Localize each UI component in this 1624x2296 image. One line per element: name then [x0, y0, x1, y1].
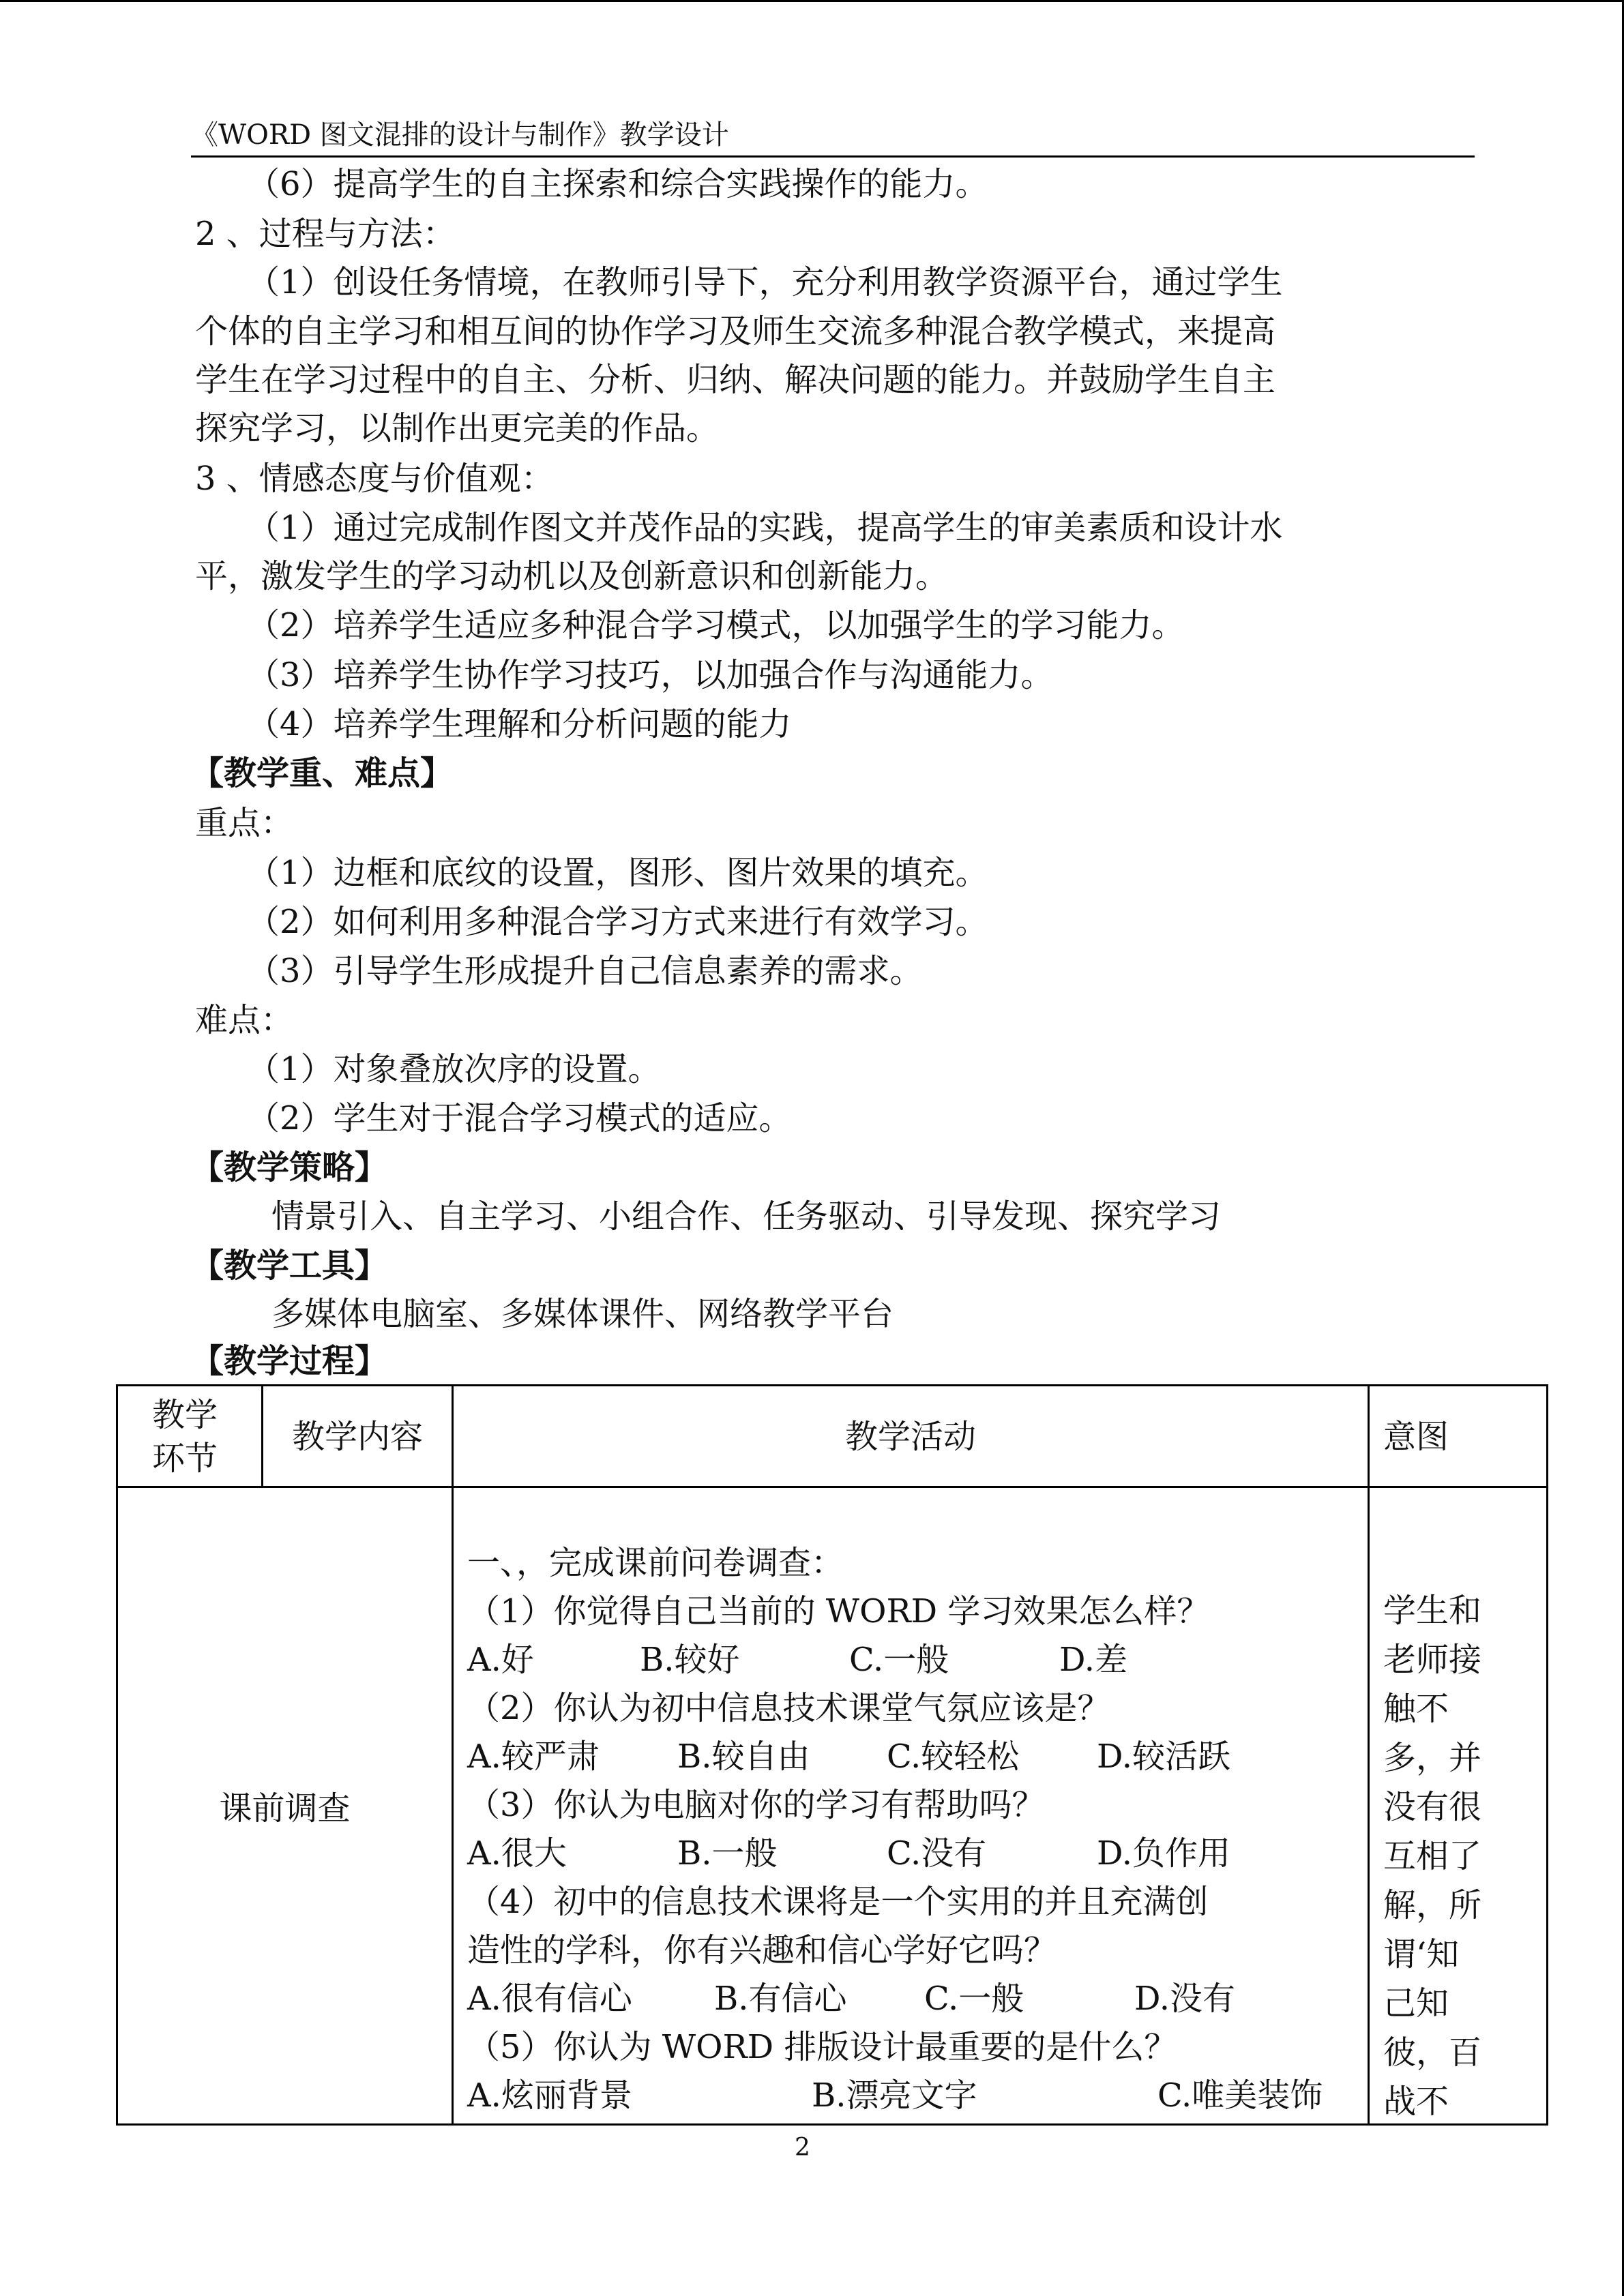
tools-text: 多媒体电脑室、多媒体课件、网络教学平台: [271, 1295, 894, 1333]
key-point-line: （3）引导学生形成提升自己信息素养的需求。: [247, 952, 923, 990]
intent-line: 互相了: [1383, 1837, 1482, 1875]
paragraph-line: 平，激发学生的学习动机以及创新意识和创新能力。: [195, 557, 949, 595]
option: B.漂亮文字: [812, 2076, 977, 2115]
header-cell-content: [261, 1384, 454, 1488]
option: B.较好: [640, 1641, 740, 1679]
difficult-point-line: （1）对象叠放次序的设置。: [247, 1050, 661, 1088]
option: C.唯美装饰: [1157, 2076, 1323, 2115]
option: D.差: [1059, 1641, 1128, 1679]
section-title-tools: 【教学工具】: [191, 1247, 388, 1285]
intent-line: 战不: [1383, 2083, 1449, 2121]
strategy-text: 情景引入、自主学习、小组合作、任务驱动、引导发现、探究学习: [271, 1197, 1222, 1236]
option: A.炫丽背景: [467, 2076, 632, 2115]
survey-question-cont: 造性的学科，你有兴趣和信心学好它吗？: [467, 1931, 1057, 1969]
option: C.一般: [849, 1641, 949, 1679]
intent-line: 学生和: [1383, 1592, 1482, 1630]
section-heading: 3 、情感态度与价值观：: [195, 460, 554, 498]
page-number: 2: [795, 2134, 810, 2162]
intent-line: 多，并: [1383, 1739, 1482, 1777]
paragraph-line: 个体的自主学习和相互间的协作学习及师生交流多种混合教学模式，来提高: [195, 312, 1276, 351]
intent-line: 己知: [1383, 1984, 1449, 2023]
header-cell-stage: [116, 1384, 263, 1488]
difficult-point-line: （2）学生对于混合学习模式的适应。: [247, 1099, 792, 1137]
paragraph-line: （1）创设任务情境，在教师引导下，充分利用教学资源平台，通过学生: [247, 263, 1283, 301]
option: C.一般: [924, 1980, 1024, 2018]
objective-line: （2）培养学生适应多种混合学习模式，以加强学生的学习能力。: [247, 606, 1185, 644]
page-header: [191, 113, 1475, 158]
header-activity: 教学活动: [844, 1418, 976, 1456]
activity-cell: [452, 1486, 1370, 2126]
intent-line: 触不: [1383, 1690, 1449, 1728]
header-intent: 意图: [1383, 1418, 1449, 1456]
option: C.没有: [887, 1834, 987, 1873]
teaching-process-table: [116, 1384, 1548, 2126]
objective-line: （6）提高学生的自主探索和综合实践操作的能力。: [247, 165, 988, 203]
header-stage-line2: 环节: [152, 1440, 218, 1478]
option: A.很有信心: [467, 1980, 632, 2018]
option: A.好: [467, 1641, 534, 1679]
option: A.很大: [467, 1834, 567, 1873]
intent-line: 老师接: [1383, 1641, 1482, 1679]
paragraph-line: 学生在学习过程中的自主、分析、归纳、解决问题的能力。并鼓励学生自主: [195, 361, 1276, 399]
section-heading: 2 、过程与方法：: [195, 215, 456, 253]
intent-cell: [1368, 1486, 1548, 2126]
option: B.较自由: [677, 1738, 810, 1776]
subheading-key: 重点：: [195, 804, 294, 842]
stage-cell: [116, 1486, 454, 2126]
option: B.有信心: [714, 1980, 847, 2018]
subheading-difficult: 难点：: [195, 1001, 294, 1039]
objective-line: （3）培养学生协作学习技巧，以加强合作与沟通能力。: [247, 656, 1054, 694]
stage-label: 课前调查: [219, 1789, 351, 1828]
option: D.负作用: [1097, 1834, 1231, 1873]
option: B.一般: [677, 1834, 778, 1873]
intent-line: 没有很: [1383, 1788, 1482, 1826]
survey-question: （1）你觉得自己当前的 WORD 学习效果怎么样？: [467, 1592, 1210, 1630]
key-point-line: （2）如何利用多种混合学习方式来进行有效学习。: [247, 903, 988, 941]
survey-question: （3）你认为电脑对你的学习有帮助吗？: [467, 1786, 1045, 1824]
option: D.没有: [1134, 1980, 1236, 2018]
paragraph-line: 探究学习，以制作出更完美的作品。: [195, 409, 720, 447]
option: D.较活跃: [1097, 1738, 1231, 1776]
objective-line: （4）培养学生理解和分析问题的能力: [247, 705, 792, 743]
section-title-process: 【教学过程】: [191, 1342, 388, 1380]
page-frame-top: [0, 0, 1624, 2]
header-cell-intent: [1368, 1384, 1548, 1488]
survey-question: （2）你认为初中信息技术课堂气氛应该是？: [467, 1689, 1110, 1727]
header-content: 教学内容: [291, 1418, 423, 1456]
option: A.较严肃: [467, 1738, 600, 1776]
option: C.较轻松: [887, 1738, 1020, 1776]
key-point-line: （1）边框和底纹的设置，图形、图片效果的填充。: [247, 854, 988, 892]
survey-intro: 一、，完成课前问卷调查：: [467, 1544, 844, 1582]
section-title-strategy: 【教学策略】: [191, 1148, 388, 1187]
header-stage-line1: 教学: [152, 1396, 218, 1434]
header-cell-activity: [452, 1384, 1370, 1488]
survey-question: （5）你认为 WORD 排版设计最重要的是什么？: [467, 2028, 1177, 2066]
intent-line: 彼，百: [1383, 2033, 1482, 2072]
header-title: 《WORD 图文混排的设计与制作》教学设计: [191, 119, 729, 151]
section-title-key-points: 【教学重、难点】: [191, 754, 454, 792]
survey-question: （4）初中的信息技术课将是一个实用的并且充满创: [467, 1883, 1209, 1921]
intent-line: 解，所: [1383, 1886, 1482, 1924]
paragraph-line: （1）通过完成制作图文并茂作品的实践，提高学生的审美素质和设计水: [247, 509, 1283, 547]
intent-line: 谓‘知: [1383, 1935, 1460, 1973]
